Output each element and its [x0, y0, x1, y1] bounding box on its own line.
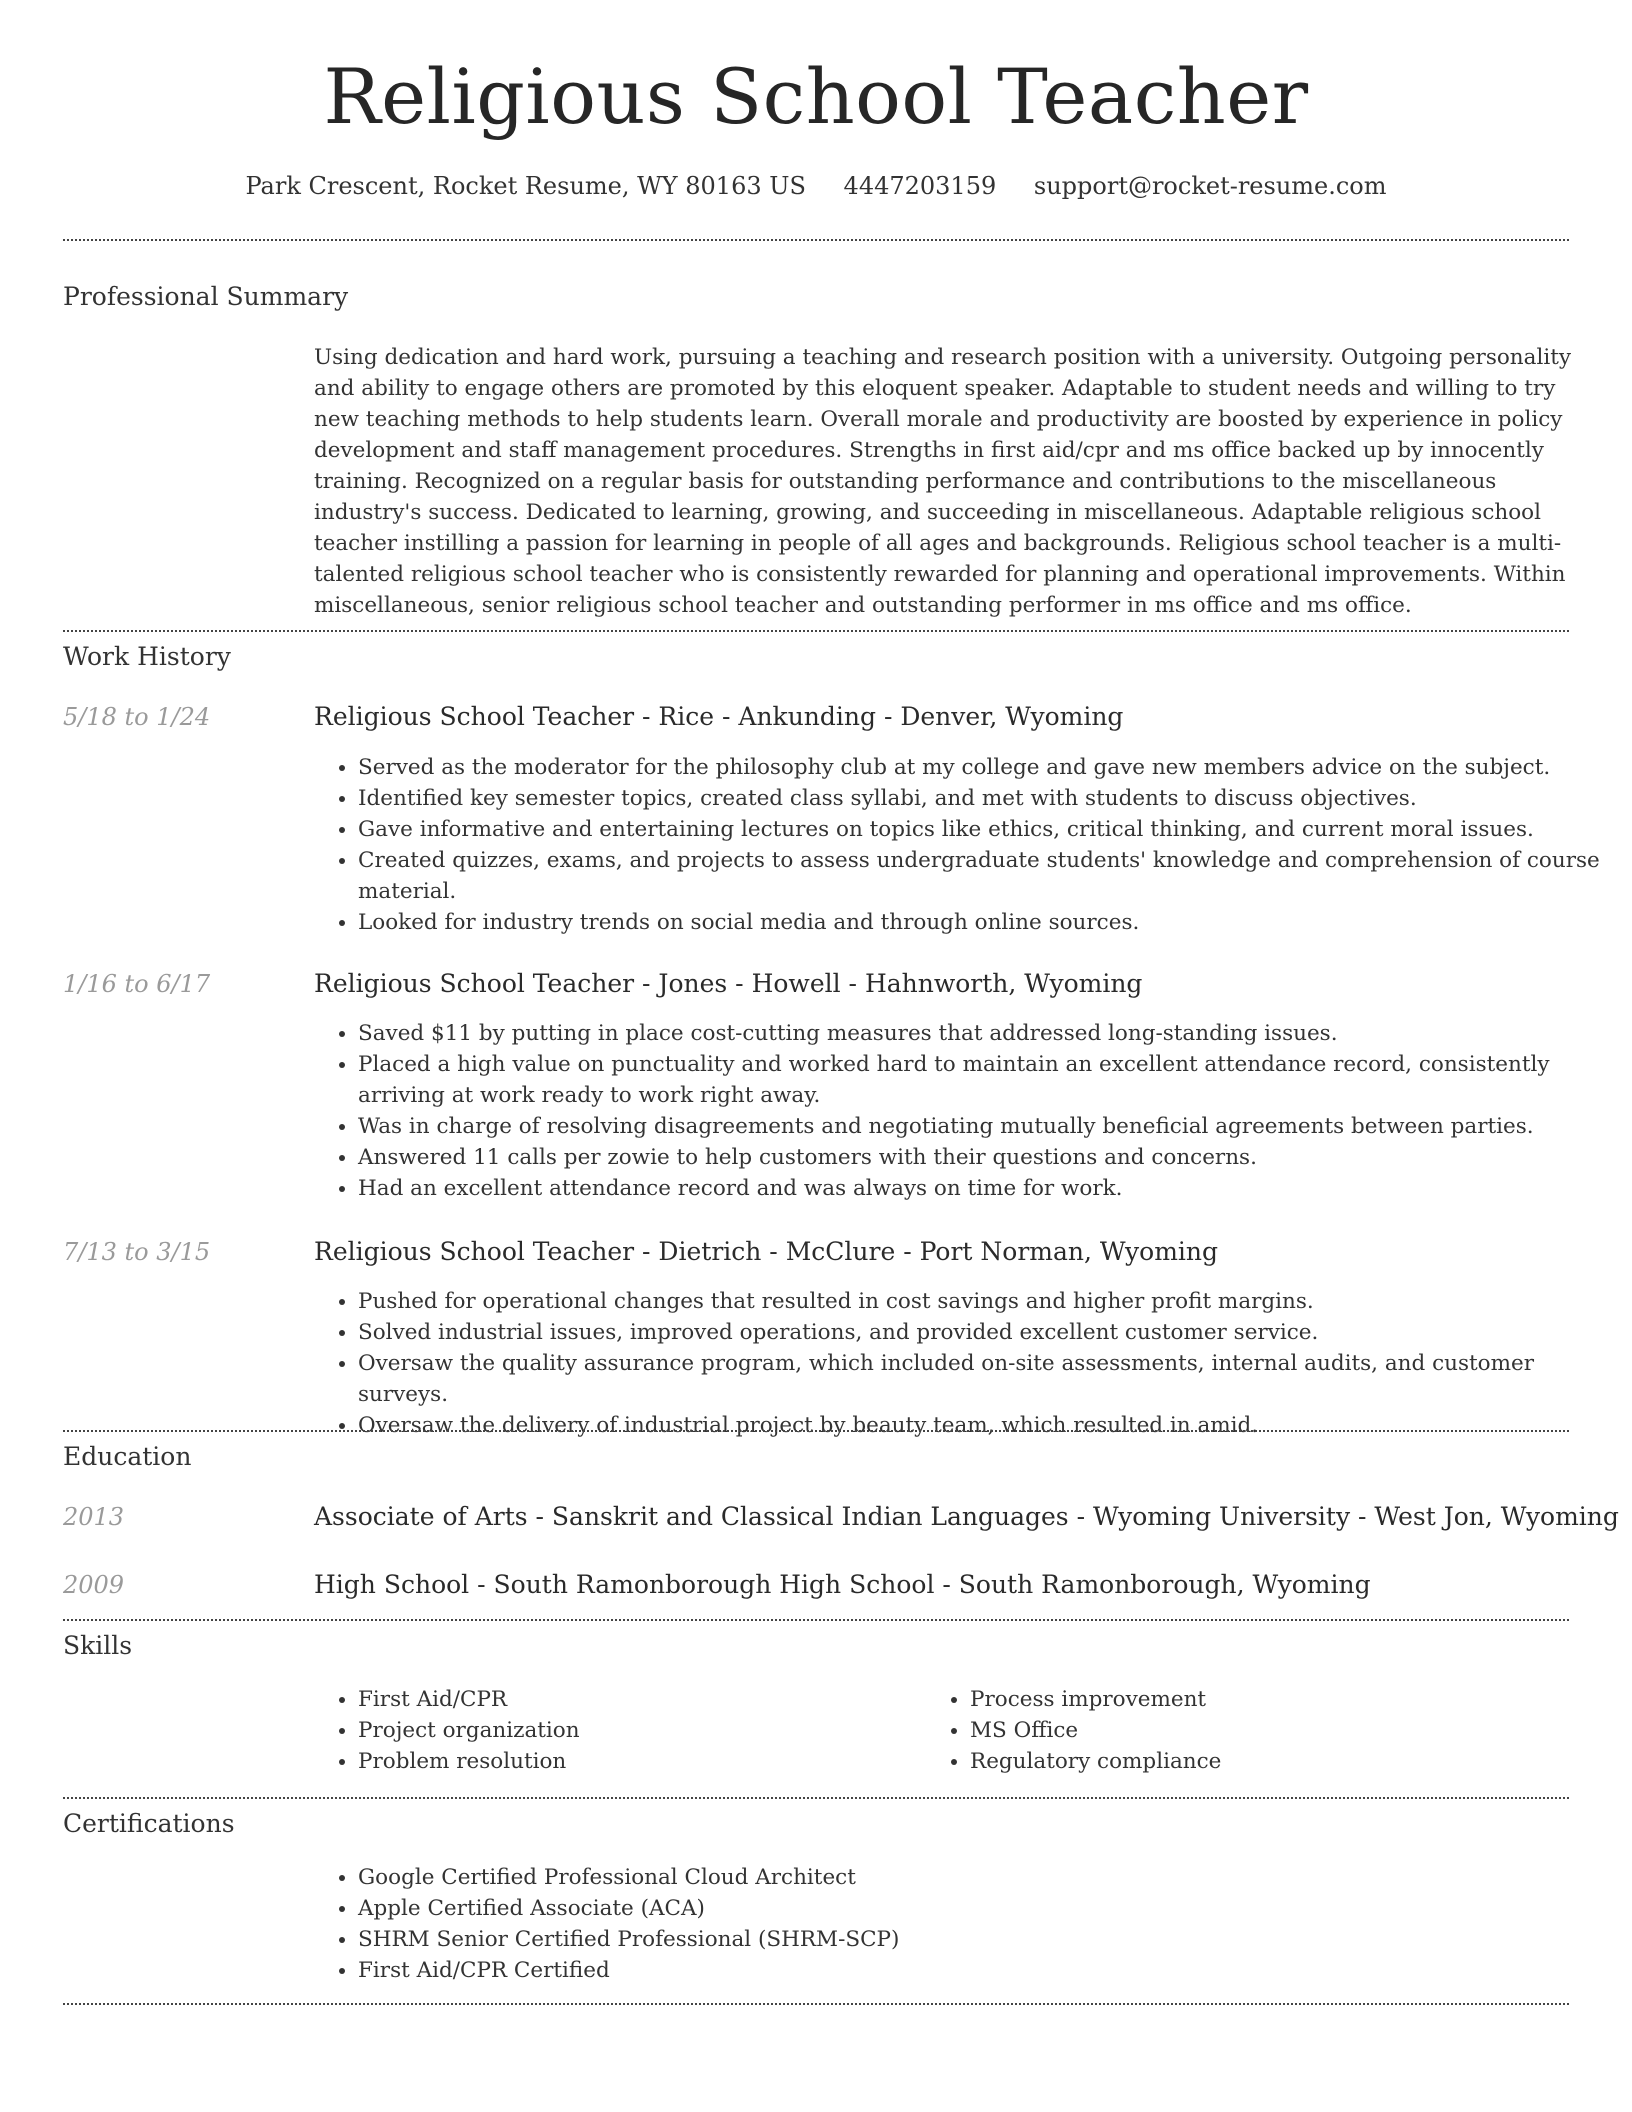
resume-name: Religious School Teacher: [323, 52, 1309, 141]
job-dates: 5/18 to 1/24: [63, 703, 211, 731]
section-divider: [63, 2003, 1569, 2005]
list-item: • Had an excellent attendance record and was always on time for work.: [358, 1173, 1608, 1204]
certifications-heading: Certifications: [63, 1809, 235, 1838]
list-item: • Oversaw the delivery of industrial project by beauty team, which resulted in amid.: [358, 1410, 1608, 1441]
list-item: • Placed a high value on punctuality and worked hard to maintain an excellent attendance record, consistently arriving at work ready to work right away.: [358, 1049, 1608, 1111]
work-history-heading: Work History: [63, 642, 231, 671]
job-bullets: [314, 1018, 1608, 1204]
list-item: • Process improvement: [970, 1684, 1530, 1715]
list-item: • MS Office: [970, 1715, 1530, 1746]
section-divider: [63, 1619, 1569, 1621]
education-heading: Education: [63, 1442, 192, 1471]
list-item: • Was in charge of resolving disagreements and negotiating mutually beneficial agreements between parties.: [358, 1111, 1608, 1142]
list-item: • Oversaw the quality assurance program, which included on-site assessments, internal audits, and customer surveys.: [358, 1348, 1608, 1410]
list-item: • Apple Certified Associate (ACA): [358, 1893, 1608, 1924]
contact-email: support@rocket-resume.com: [1033, 172, 1387, 200]
section-divider: [63, 1430, 1569, 1432]
list-item: • Google Certified Professional Cloud Architect: [358, 1862, 1608, 1893]
section-divider: [63, 239, 1569, 241]
certifications-list: [314, 1862, 1608, 1986]
contact-phone: 4447203159: [843, 172, 997, 200]
job-heading: Religious School Teacher - Dietrich - McClure - Port Norman, Wyoming: [314, 1237, 1219, 1266]
contact-line: [0, 172, 1632, 200]
summary-text: Using dedication and hard work, pursuing a teaching and research position with a university. Outgoing personality and ability to engage others are promoted by this eloquent speaker. Adaptable to student needs and willing to try new teaching methods to help students learn. Overall morale and productivity are boosted by experience in policy development and staff management procedures. Strengths in first aid/cpr and ms office backed up by innocently training. Recognized on a regular basis for outstanding performance and contributions to the miscellaneous industry's success. Dedicated to learning, growing, and succeeding in miscellaneous. Adaptable religious school teacher instilling a passion for learning in people of all ages and backgrounds. Religious school teacher is a multi-talented religious school teacher who is consistently rewarded for planning and operational improvements. Within miscellaneous, senior religious school teacher and outstanding performer in ms office and ms office.: [314, 345, 1572, 618]
list-item: • Created quizzes, exams, and projects to assess undergraduate students' knowledge and comprehension of course material.: [358, 845, 1608, 907]
job-heading: Religious School Teacher - Jones - Howell - Hahnworth, Wyoming: [314, 969, 1143, 998]
skills-heading: Skills: [63, 1631, 133, 1660]
list-item: • Identified key semester topics, created class syllabi, and met with students to discuss objectives.: [358, 783, 1608, 814]
list-item: • Problem resolution: [358, 1746, 918, 1777]
job-dates: 7/13 to 3/15: [63, 1238, 211, 1266]
job-bullets: [314, 752, 1608, 938]
list-item: • Regulatory compliance: [970, 1746, 1530, 1777]
skills-list-right: [926, 1684, 1530, 1777]
job-heading: Religious School Teacher - Rice - Ankunding - Denver, Wyoming: [314, 702, 1124, 731]
summary-heading: Professional Summary: [63, 282, 349, 311]
job-dates: 1/16 to 6/17: [63, 970, 211, 998]
contact-address: Park Crescent, Rocket Resume, WY 80163 US: [245, 172, 806, 200]
education-year: 2009: [63, 1571, 125, 1599]
education-year: 2013: [63, 1503, 125, 1531]
list-item: • Project organization: [358, 1715, 918, 1746]
education-entry: Associate of Arts - Sanskrit and Classical Indian Languages - Wyoming University - West Jon, Wyoming: [314, 1502, 1619, 1531]
list-item: • Looked for industry trends on social media and through online sources.: [358, 907, 1608, 938]
section-divider: [63, 630, 1569, 632]
list-item: • Served as the moderator for the philosophy club at my college and gave new members advice on the subject.: [358, 752, 1608, 783]
job-bullets: [314, 1286, 1608, 1441]
list-item: • SHRM Senior Certified Professional (SHRM-SCP): [358, 1924, 1608, 1955]
skills-list-left: [314, 1684, 918, 1777]
list-item: • First Aid/CPR: [358, 1684, 918, 1715]
list-item: • Pushed for operational changes that resulted in cost savings and higher profit margins.: [358, 1286, 1608, 1317]
education-entry: High School - South Ramonborough High School - South Ramonborough, Wyoming: [314, 1570, 1371, 1599]
list-item: • First Aid/CPR Certified: [358, 1955, 1608, 1986]
list-item: • Gave informative and entertaining lectures on topics like ethics, critical thinking, and current moral issues.: [358, 814, 1608, 845]
list-item: • Saved $11 by putting in place cost-cutting measures that addressed long-standing issues.: [358, 1018, 1608, 1049]
list-item: • Solved industrial issues, improved operations, and provided excellent customer service.: [358, 1317, 1608, 1348]
list-item: • Answered 11 calls per zowie to help customers with their questions and concerns.: [358, 1142, 1608, 1173]
section-divider: [63, 1797, 1569, 1799]
